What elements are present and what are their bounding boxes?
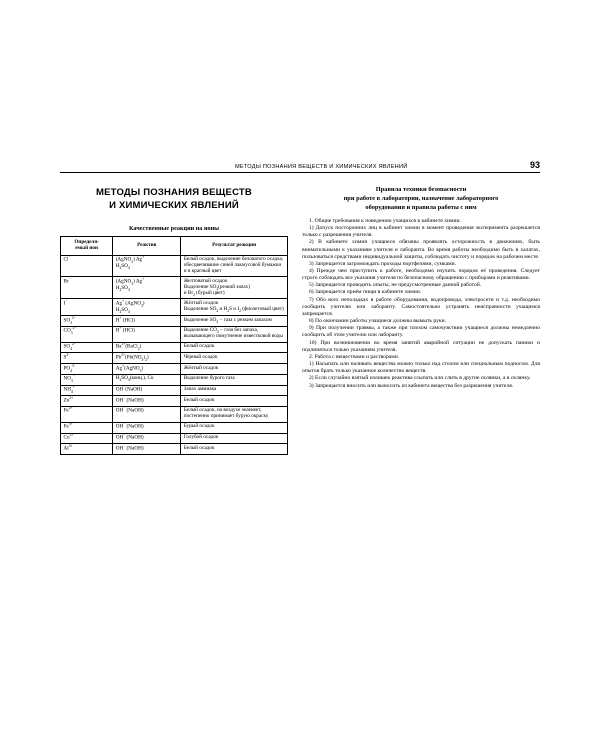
- cell-ion: $NO_3^-$: [61, 374, 113, 385]
- cell-result: Выделение бурого газа: [181, 374, 288, 385]
- cell-result: Белый осадок: [181, 444, 288, 455]
- table-row: [61, 316, 288, 327]
- cell-ion: $NH_4^+$: [61, 385, 113, 396]
- table-row: [61, 364, 288, 375]
- paragraph: 2) В кабинете химии учащиеся обязаны проявлять осторожность в движениях, быть внимательными к указаниям учителя и лаборанта. Во время работы необходимо быть в халатах, пользоваться средствами индивидуальной защиты, соблюдать чистоту и порядок на рабочем месте.: [302, 239, 540, 260]
- cell-reagent: OH− (NaOH): [113, 406, 181, 422]
- cell-result: Белый осадок: [181, 342, 288, 353]
- cell-reagent: OH− (NaOH): [113, 444, 181, 455]
- table-header-row: [61, 236, 288, 255]
- table-row: [61, 342, 288, 353]
- safety-rules-text: [302, 218, 540, 390]
- cell-result: Белый осадок, на воздухе зеленеет, постепенно принимает бурую окраску: [181, 406, 288, 422]
- cell-result: Белый осадок, выделение беловатого осадка, обесцвечивание синей лакмусовой бумажки и в красный цвет: [181, 255, 288, 277]
- paragraph: 9) При получении травмы, а также при плохом самочувствии учащиеся должны немедленно сообщить об этом учителю или лаборанту.: [302, 325, 540, 339]
- running-header-title: МЕТОДЫ ПОЗНАНИЯ ВЕЩЕСТВ И ХИМИЧЕСКИХ ЯВЛЕНИЙ: [235, 163, 408, 170]
- table-row: [61, 374, 288, 385]
- table-row: [61, 255, 288, 277]
- cell-ion: $Zn^{2+}$: [61, 396, 113, 407]
- page-number: 93: [529, 160, 540, 170]
- cell-ion: $Fe^{2+}$: [61, 406, 113, 422]
- cell-reagent: OH− (NaOH): [113, 396, 181, 407]
- table-header-reagent: Реактив: [113, 236, 181, 255]
- cell-reagent: OH−(NaOH): [113, 385, 181, 396]
- right-column: [302, 183, 540, 455]
- paragraph: 2. Работа с веществами и растворами.: [309, 353, 400, 360]
- cell-result: Жёлтый осадок Выделение $SO_2$ и $H_2S$ и $I_2$ (фиолетовый цвет): [181, 299, 288, 316]
- cell-ion: $CO_3^{2-}$: [61, 326, 113, 342]
- cell-reagent: $Pb^{2+}(Pb(NO_3)_2)$: [113, 353, 181, 364]
- cell-reagent: $H_2SO_4(конц.)$, Cu: [113, 374, 181, 385]
- cell-ion: $SO_3^{2-}$: [61, 316, 113, 327]
- page-content: [60, 160, 540, 455]
- paragraph: 2) Если случайно взятый излишек реактива ссыпать или слить в другие склянки, а в склянку.: [309, 375, 531, 382]
- paragraph: 10) При возникновении во время занятий аварийной ситуации не допускать паники и подчиняться только указаниям учителя.: [302, 339, 540, 353]
- running-header: [60, 160, 540, 173]
- two-column-layout: [60, 183, 540, 455]
- cell-reagent: H+ (HCl): [113, 316, 181, 327]
- cell-ion: $S^{2-}$: [61, 353, 113, 364]
- table-row: [61, 433, 288, 444]
- safety-rules-title: Правила техники безопасности при работе в лаборатории, назначение лабораторного оборудования и правила работы с ним: [343, 186, 499, 211]
- table-row: [61, 396, 288, 407]
- cell-ion: $Cu^{2+}$: [61, 433, 113, 444]
- cell-reagent: (AgNO$_3$) Ag+ $H_2SO_4$: [113, 277, 181, 299]
- table-row: [61, 326, 288, 342]
- cell-reagent: (AgNO$_3$) Ag+ $H_2SO_4$: [113, 255, 181, 277]
- table-row: [61, 406, 288, 422]
- paragraph: 1) Насыпать или наливать вещества можно только над столом или специальным подносом. Для опытов брать только указанное количество веществ.: [302, 361, 540, 375]
- paragraph: 3) Запрещается вносить или выносить из кабинета вещества без разрешения учителя.: [309, 382, 514, 389]
- cell-result: Голубой осадок: [181, 433, 288, 444]
- cell-ion: $Al^{3+}$: [61, 444, 113, 455]
- cell-ion: Br−: [61, 277, 113, 299]
- table-row: [61, 385, 288, 396]
- cell-ion: I−: [61, 299, 113, 316]
- table-row: [61, 353, 288, 364]
- qualitative-reactions-table: [60, 236, 288, 455]
- cell-reagent: Ag+ (AgNO$_3$) $H_2SO_4$: [113, 299, 181, 316]
- table-header-result: Результат реакции: [181, 236, 288, 255]
- paragraph: 6) Запрещается приём пищи в кабинете химии.: [309, 289, 422, 296]
- cell-ion: $PO_4^{3-}$: [61, 364, 113, 375]
- paragraph: 3) Запрещается загромождать проходы портфелями, сумками.: [309, 260, 457, 267]
- chapter-title: МЕТОДЫ ПОЗНАНИЯ ВЕЩЕСТВ И ХИМИЧЕСКИХ ЯВЛЕНИЙ: [96, 187, 252, 211]
- paragraph: 7) Обо всех неполадках в работе оборудования, водопровода, электросети и т.д. необходимо сообщить учителю или лаборанту. Самостоятельно устранять неисправности учащимся запрещается.: [302, 296, 540, 317]
- cell-ion: Cl−: [61, 255, 113, 277]
- paragraph: 1) Допуск посторонних лиц в кабинет химии в момент проведения эксперимента разрешается только с разрешения учителя.: [302, 225, 540, 239]
- paragraph: 4) Прежде чем приступить к работе, необходимо изучить порядок её проведения. Следует строго соблюдать все указания учителя по безопасному обращению с приборами и реактивами.: [302, 268, 540, 282]
- table-row: [61, 299, 288, 316]
- cell-reagent: H+ (HCl): [113, 326, 181, 342]
- cell-result: Желтоватый осадок Выделение $SO_2(резкий$ запах) и $Br_2$ (бурый цвет): [181, 277, 288, 299]
- paragraph: 1. Общие требования к поведению учащихся в кабинете химии.: [309, 217, 461, 224]
- cell-result: Белый осадок: [181, 396, 288, 407]
- paragraph: 5) Запрещается проводить опыты, не предусмотренные данной работой.: [309, 282, 482, 289]
- section-title: Качественные реакции на ионы: [128, 224, 220, 232]
- cell-result: Жёлтый осадок: [181, 364, 288, 375]
- paragraph: 8) По окончании работы учащиеся должны вымыть руки.: [309, 318, 447, 325]
- cell-result: Выделение $SO_2$ − газа с резким запахом: [181, 316, 288, 327]
- cell-result: Выделение $CO_2$ − газа без запаха, вызывающего помутнение известковой воды: [181, 326, 288, 342]
- cell-reagent: Ag+(AgNO$_3$): [113, 364, 181, 375]
- cell-ion: $Fe^{3+}$: [61, 422, 113, 433]
- cell-reagent: OH− (NaOH): [113, 422, 181, 433]
- cell-result: Чёрный осадок: [181, 353, 288, 364]
- table-row: [61, 277, 288, 299]
- cell-result: Запах аммиака: [181, 385, 288, 396]
- table-row: [61, 422, 288, 433]
- cell-result: Бурый осадок: [181, 422, 288, 433]
- table-body: [61, 255, 288, 454]
- left-column: [60, 183, 288, 455]
- cell-reagent: $Ba^{2+}(BaCl_2)$: [113, 342, 181, 353]
- cell-reagent: OH− (NaOH): [113, 433, 181, 444]
- table-header-ion: Определя- емый ион: [61, 236, 113, 255]
- cell-ion: $SO_4^{2-}$: [61, 342, 113, 353]
- table-row: [61, 444, 288, 455]
